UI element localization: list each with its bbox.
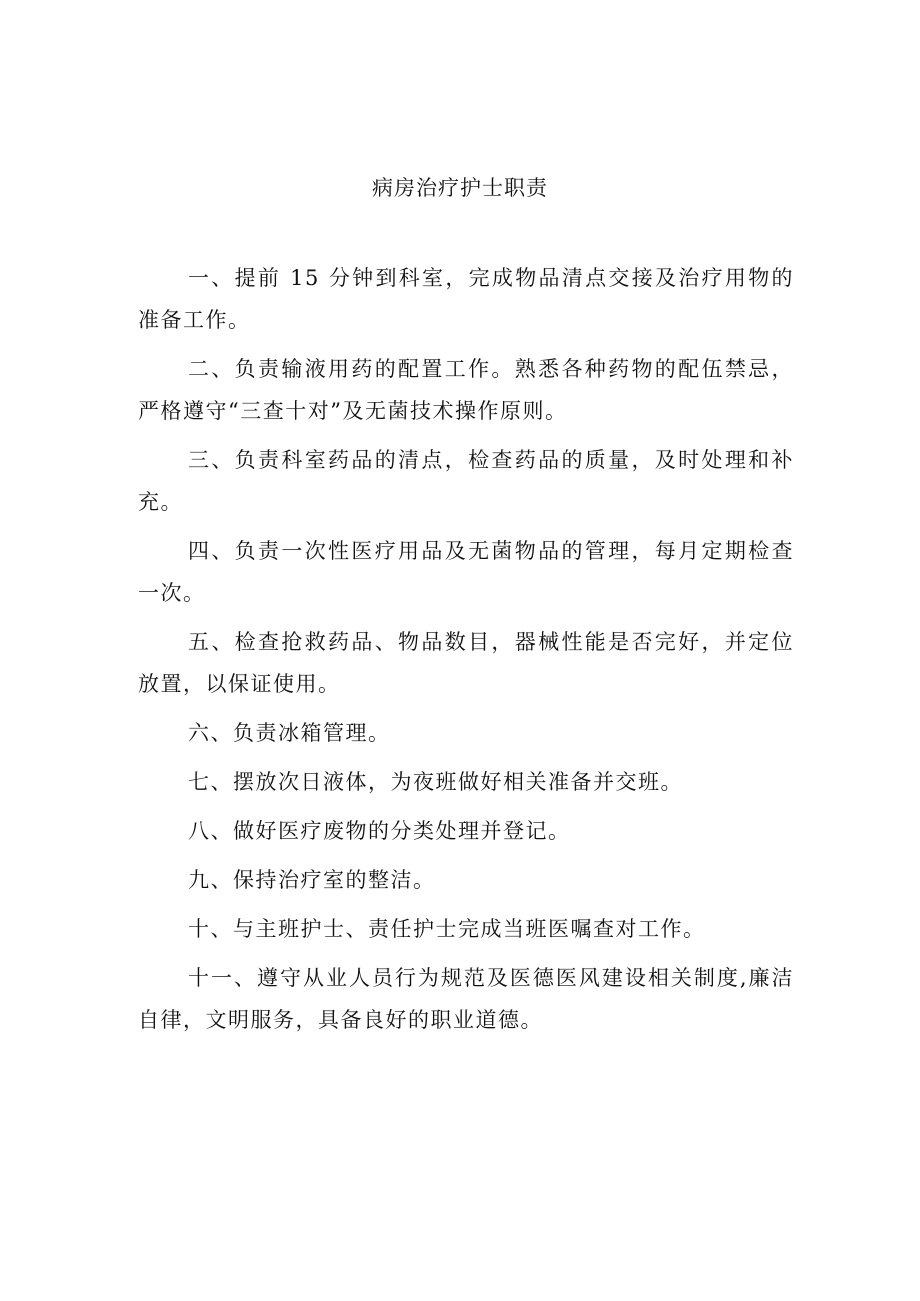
duty-item-3: 三、负责科室药品的清点，检查药品的质量，及时处理和补充。	[138, 448, 794, 514]
duty-item-4: 四、负责一次性医疗用品及无菌物品的管理，每月定期检查一次。	[138, 539, 794, 605]
document-body	[138, 257, 794, 1048]
duty-item-10: 十、与主班护士、责任护士完成当班医嘱查对工作。	[188, 917, 706, 941]
duty-item-9: 九、保持治疗室的整洁。	[188, 868, 436, 892]
duty-item-2: 二、负责输液用药的配置工作。熟悉各种药物的配伍禁忌，严格遵守“三查十对”及无菌技术操作原则。	[138, 357, 794, 423]
duty-item-11: 十一、遵守从业人员行为规范及医德医风建设相关制度,廉洁自律，文明服务，具备良好的职业道德。	[138, 966, 794, 1032]
duty-item-1: 一、提前 15 分钟到科室，完成物品清点交接及治疗用物的准备工作。	[138, 266, 794, 332]
duty-item-6: 六、负责冰箱管理。	[188, 721, 391, 745]
document-title: 病房治疗护士职责	[372, 176, 548, 200]
duty-item-5: 五、检查抢救药品、物品数目，器械性能是否完好，并定位放置，以保证使用。	[138, 630, 794, 696]
duty-item-7: 七、摆放次日液体，为夜班做好相关准备并交班。	[188, 770, 683, 794]
duty-item-8: 八、做好医疗废物的分类处理并登记。	[188, 819, 571, 843]
